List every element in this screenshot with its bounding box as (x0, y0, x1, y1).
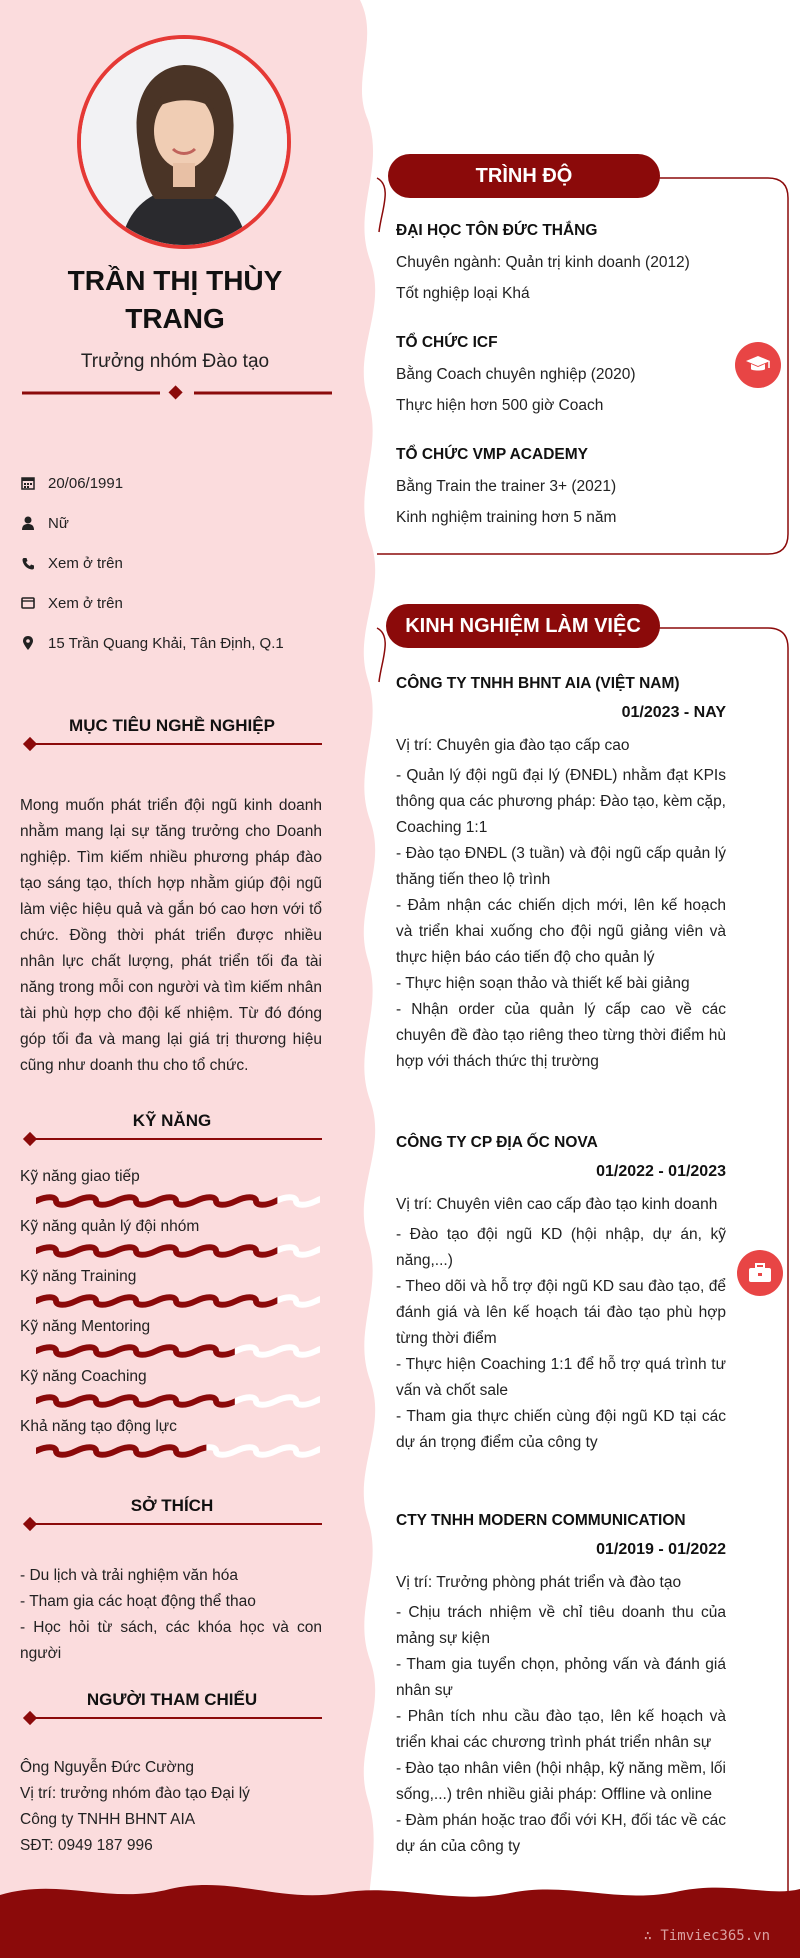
education-detail: Chuyên ngành: Quản trị kinh doanh (2012) (396, 254, 690, 271)
skill-label: Kỹ năng Mentoring (20, 1318, 151, 1335)
skills-heading (22, 1111, 322, 1141)
reference-name: Ông Nguyễn Đức Cường (20, 1759, 194, 1776)
skill-label: Kỹ năng quản lý đội nhóm (20, 1218, 200, 1235)
contact-birthday (20, 471, 123, 495)
reference-heading-label: NGƯỜI THAM CHIẾU (86, 1690, 258, 1709)
job-details: - Quản lý đội ngũ đại lý (ĐNĐL) nhằm đạt KPIs thông qua các phương pháp: Đào tạo, kèm cặp, Coaching 1:1 - Đào tạo ĐNĐL (3 tuần) và đội ngũ cấp quản lý thăng tiến theo lộ trình - Đảm nhận các chiến dịch mới, lên kế hoạch và triển khai xuống cho đội ngũ giảng viên và thực hiện báo cáo tiến độ cho quản lý - Thực hiện soạn thảo và thiết kế bài giảng - Nhận order của quản lý cấp cao về các chuyên đề đào tạo riêng theo từng thời điểm hù hợp với thách thức thị trường (396, 767, 726, 1070)
hobby-item: - Học hỏi từ sách, các khóa học và con người (20, 1619, 322, 1662)
skill-level-bar (36, 1244, 320, 1258)
company-name: CTY TNHH MODERN COMMUNICATION (396, 1512, 686, 1529)
job-period: 01/2022 - 01/2023 (596, 1163, 726, 1180)
skill-bar-fill (36, 1197, 320, 1205)
graduation-cap-icon (735, 342, 781, 388)
email-icon (20, 595, 36, 611)
education-heading: TRÌNH ĐỘ (388, 154, 660, 198)
contact-gender (20, 511, 69, 535)
job-title: Trưởng nhóm Đào tạo (80, 351, 270, 372)
job-period: 01/2023 - NAY (621, 704, 726, 721)
calendar-icon (20, 475, 36, 491)
skill-level-bar (36, 1344, 320, 1358)
footer-wave (0, 1875, 800, 1958)
job-details: - Đào tạo đội ngũ KD (hội nhập, dự án, kỹ năng,...) - Theo dõi và hỗ trợ đội ngũ KD sau đào tạo, để đánh giá và lên kế hoạch tái đào tạo phù hợp từng thời điểm - Thực hiện Coaching 1:1 để hỗ trợ quá trình tư vấn và chốt sale - Tham gia thực chiến cùng đội ngũ KD tại các dự án trọng điểm của công ty (396, 1226, 726, 1451)
company-name: CÔNG TY CP ĐỊA ỐC NOVA (396, 1134, 598, 1151)
education-detail: Bằng Coach chuyên nghiệp (2020) (396, 366, 636, 383)
contact-value: Xem ở trên (48, 594, 123, 612)
contact-value: Xem ở trên (48, 554, 123, 572)
brand-text: Timviec365.vn (660, 1928, 770, 1944)
objective-heading-label: MỤC TIÊU NGHỀ NGHIỆP (69, 716, 275, 735)
name-divider (22, 385, 332, 401)
reference-company: Công ty TNHH BHNT AIA (20, 1811, 196, 1828)
reference-phone: SĐT: 0949 187 996 (20, 1837, 153, 1854)
reference-heading (22, 1690, 322, 1720)
contact-address (20, 631, 284, 655)
contact-value: 20/06/1991 (48, 474, 124, 492)
location-icon (20, 635, 36, 651)
skill-bar-fill (36, 1297, 320, 1305)
job-position: Vị trí: Chuyên gia đào tạo cấp cao (396, 737, 630, 754)
education-detail: Kinh nghiệm training hơn 5 năm (396, 509, 617, 526)
company-name: CÔNG TY TNHH BHNT AIA (VIỆT NAM) (396, 675, 680, 692)
contact-value: Nữ (48, 514, 69, 532)
education-detail: Bằng Train the trainer 3+ (2021) (396, 478, 617, 495)
education-org: ĐẠI HỌC TÔN ĐỨC THẮNG (396, 222, 598, 239)
skill-level-bar (36, 1394, 320, 1408)
hobbies-heading-label: SỞ THÍCH (130, 1496, 214, 1515)
person-icon (20, 515, 36, 531)
objective-heading (22, 716, 322, 746)
phone-icon (20, 555, 36, 571)
skills-heading-label: KỸ NĂNG (132, 1111, 212, 1130)
job-details: - Chịu trách nhiệm về chỉ tiêu doanh thu của mảng sự kiện - Tham gia tuyển chọn, phỏng vấn và đánh giá nhân sự - Phân tích nhu cầu đào tạo, lên kế hoạch và triển khai các chương trình phát triển nhân sự - Đào tạo nhân viên (hội nhập, kỹ năng mềm, lối sống,...) trên nhiều giải pháp: Offline và online - Đàm phán hoặc trao đổi với KH, đối tác về các dự án của công ty (396, 1604, 726, 1855)
avatar (77, 35, 291, 249)
skill-level-bar (36, 1444, 320, 1458)
skill-label: Kỹ năng giao tiếp (20, 1168, 140, 1185)
hobby-item: - Du lịch và trải nghiệm văn hóa (20, 1567, 238, 1584)
contact-email (20, 591, 123, 615)
skill-level-bar (36, 1294, 320, 1308)
skill-label: Khả năng tạo động lực (20, 1418, 177, 1435)
hobbies-heading (22, 1496, 322, 1526)
candidate-name: TRẦN THỊ THÙY TRANG (67, 265, 283, 334)
contact-value: 15 Trần Quang Khải, Tân Định, Q.1 (48, 634, 284, 652)
hobby-item: - Tham gia các hoạt động thể thao (20, 1593, 256, 1610)
education-detail: Thực hiện hơn 500 giờ Coach (396, 397, 604, 414)
education-detail: Tốt nghiệp loại Khá (396, 285, 530, 302)
contact-phone (20, 551, 123, 575)
skill-level-bar (36, 1194, 320, 1208)
job-position: Vị trí: Trưởng phòng phát triển và đào tạo (396, 1574, 682, 1591)
briefcase-icon (737, 1250, 783, 1296)
skill-bar-fill (36, 1247, 320, 1255)
objective-text: Mong muốn phát triển đội ngũ kinh doanh nhằm mang lại sự tăng trưởng cho Doanh nghiệp. Tìm kiếm nhiều phương pháp đào tạo sáng tạo, thích hợp nhằm giúp đội ngũ làm việc hiệu quả và gắn bó cao hơn với tổ chức. Đồng thời phát triển được nhiều nhân lực chất lượng, phát triển tối đa tài năng trong mỗi con người và tìm kiếm nhân tài phù hợp cho đội kế nhiệm. Từ đó đóng góp tối đa và mang lại giá trị thương hiệu cũng như doanh thu cho tổ chức. (20, 797, 322, 1074)
education-org: TỔ CHỨC VMP ACADEMY (396, 446, 588, 463)
reference-position: Vị trí: trưởng nhóm đào tạo Đại lý (20, 1785, 250, 1802)
job-period: 01/2019 - 01/2022 (596, 1541, 726, 1558)
brand-watermark: ∴ Timviec365.vn (643, 1928, 770, 1944)
job-position: Vị trí: Chuyên viên cao cấp đào tạo kinh doanh (396, 1196, 718, 1213)
experience-heading: KINH NGHIỆM LÀM VIỆC (386, 604, 660, 648)
education-org: TỔ CHỨC ICF (396, 334, 498, 351)
skill-label: Kỹ năng Coaching (20, 1368, 147, 1385)
skill-label: Kỹ năng Training (20, 1268, 137, 1285)
